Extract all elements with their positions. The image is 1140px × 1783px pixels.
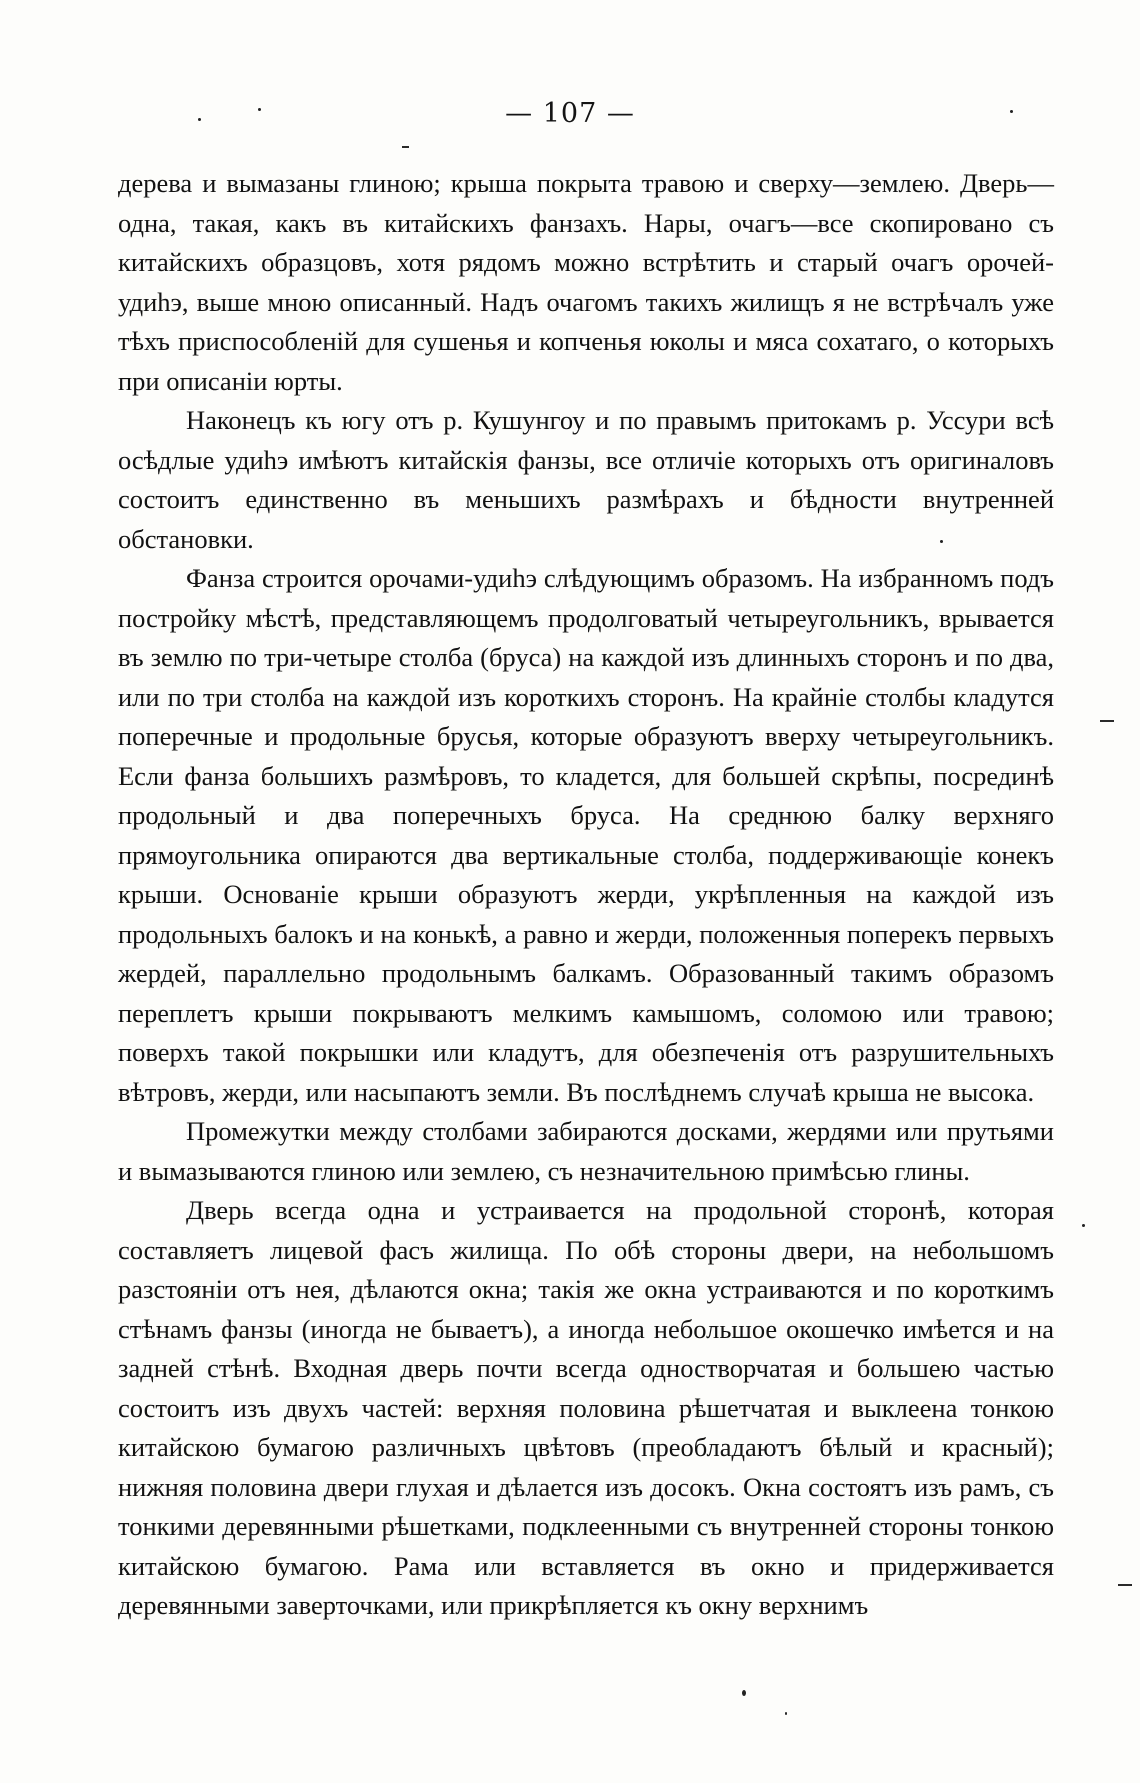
scan-speck xyxy=(1010,110,1013,113)
scan-speck xyxy=(258,108,261,111)
scan-mark xyxy=(1100,720,1114,722)
paragraph-1: дерева и вымазаны глиною; крыша покрыта травою и сверху—землею. Дверь—одна, такая, какъ въ китайскихъ фанзахъ. Нары, очагъ—все скопировано съ китайскихъ образцовъ, хотя рядомъ можно встрѣтить и старый очагъ орочей-удиһэ, выше мною описанный. Надъ очагомъ такихъ жилищъ я не встрѣчалъ уже тѣхъ приспособленій для сушенья и копченья юколы и мяса сохатаго, о которыхъ при описаніи юрты. xyxy=(118,168,1054,396)
scan-mark xyxy=(1118,1584,1132,1586)
scan-speck xyxy=(940,540,943,543)
scan-mark xyxy=(402,146,409,148)
page-number: — 107 — xyxy=(505,98,635,129)
paragraph-2: Наконецъ къ югу отъ р. Кушунгоу и по правымъ притокамъ р. Уссури всѣ осѣдлые удиһэ имѣютъ китайскія фанзы, все отличіе которыхъ отъ оригиналовъ состоитъ единственно въ меньшихъ размѣрахъ и бѣдности внутренней обстановки. xyxy=(118,405,1054,554)
paragraph-4: Промежутки между столбами забираются досками, жердями или прутьями и вымазываются глиною или землею, съ незначительною примѣсью глины. xyxy=(118,1116,1054,1186)
paragraph-3: Фанза строится орочами-удиһэ слѣдующимъ образомъ. На избранномъ подъ постройку мѣстѣ, представляющемъ продолговатый четыреугольникъ, врывается въ землю по три-четыре столба (бруса) на каждой изъ длинныхъ сторонъ и по два, или по три столба на каждой изъ короткихъ сторонъ. На крайніе столбы кладутся поперечные и продольные брусья, которые образуютъ вверху четыреугольникъ. Если фанза большихъ размѣровъ, то кладется, для большей скрѣпы, посрединѣ продольный и два поперечныхъ бруса. На среднюю балку верхняго прямоугольника опираются два вертикальные столба, поддерживающіе конекъ крыши. Основаніе крыши образуютъ жерди, укрѣпленныя на каждой изъ продольныхъ балокъ и на конькѣ, а равно и жерди, положенныя поперекъ первыхъ жердей, параллельно продольнымъ балкамъ. Образованный такимъ образомъ переплетъ крыши покрываютъ мелкимъ камышомъ, соломою или травою; поверхъ такой покрышки или кладутъ, для обезпеченія отъ разрушительныхъ вѣтровъ, жерди, или насыпаютъ земли. Въ послѣднемъ случаѣ крыша не высока. xyxy=(118,563,1054,1107)
scan-speck xyxy=(1082,1224,1085,1227)
scan-speck xyxy=(785,1712,787,1715)
text-body xyxy=(118,164,1054,1626)
scan-speck xyxy=(742,1690,746,1696)
paragraph-5: Дверь всегда одна и устраивается на продольной сторонѣ, которая составляетъ лицевой фасъ жилища. По обѣ стороны двери, на небольшомъ разстояніи отъ нея, дѣлаются окна; такія же окна устраиваются и по короткимъ стѣнамъ фанзы (иногда не бываетъ), а иногда небольшое окошечко имѣется и на задней стѣнѣ. Входная дверь почти всегда одностворчатая и большею частью состоитъ изъ двухъ частей: верхняя половина рѣшетчатая и выклеена тонкою китайскою бумагою различныхъ цвѣтовъ (преобладаютъ бѣлый и красный); нижняя половина двери глухая и дѣлается изъ досокъ. Окна состоятъ изъ рамъ, съ тонкими деревянными рѣшетками, подклеенными съ внутренней стороны тонкою китайскою бумагою. Рама или вставляется въ окно и придерживается деревянными заверточками, или прикрѣпляется къ окну верхнимъ xyxy=(118,1195,1054,1620)
scan-speck xyxy=(198,118,201,121)
